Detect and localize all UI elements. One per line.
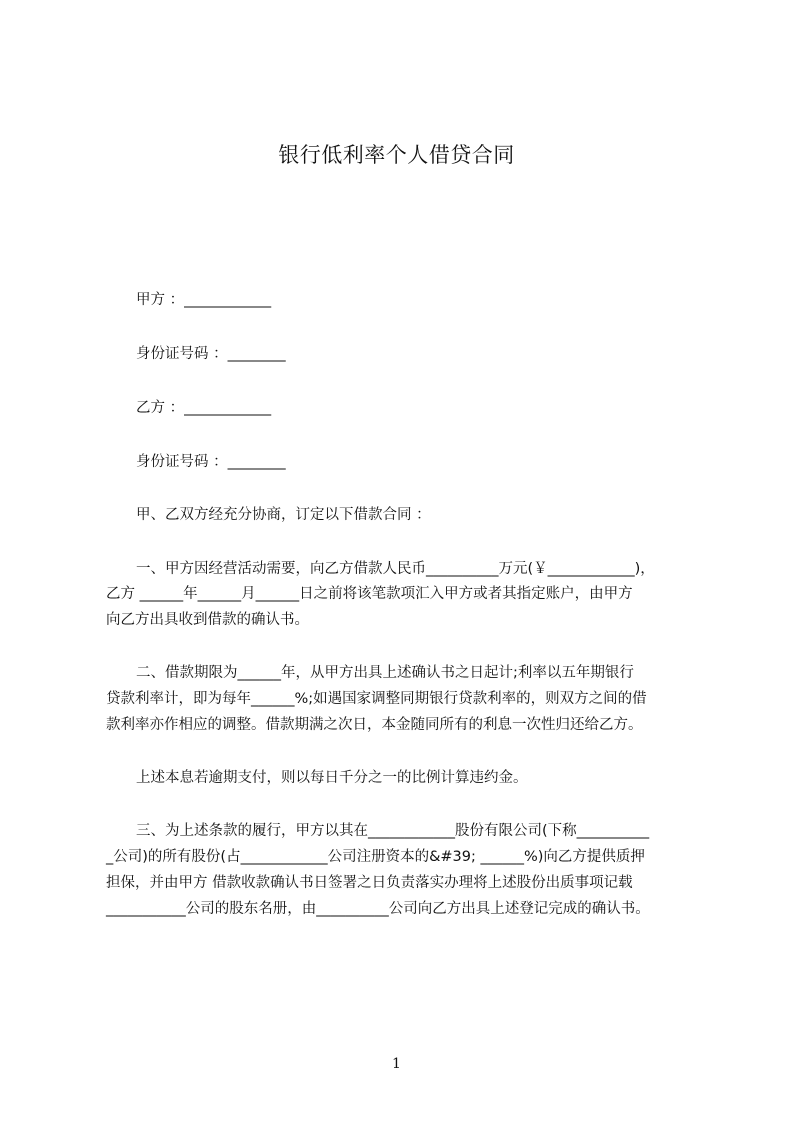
clause-3-line: 三、为上述条款的履行，甲方以其在____________股份有限公司(下称__________: [136, 823, 650, 839]
clause-1-line: 向乙方出具收到借款的确认书。: [106, 612, 309, 628]
document-title: 银行低利率个人借贷合同: [278, 143, 515, 167]
party-a-id-field: 身份证号码 ：________: [136, 346, 286, 362]
clause-1-line: 一、甲方因经营活动需要，向乙方借款人民币__________万元(￥____________)，: [136, 561, 655, 577]
clause-2-line: 款利率亦作相应的调整。借款期满之次日，本金随同所有的利息一次性归还给乙方。: [106, 717, 643, 733]
clause-2-line: 二、借款期限为______年，从甲方出具上述确认书之日起计;利率以五年期银行: [136, 665, 634, 681]
clause-3-line: _公司)的所有股份(占____________公司注册资本的&#39; ______%)向乙方提供质押: [106, 849, 645, 865]
intro-paragraph: 甲、乙双方经充分协商，订定以下借款合同 ：: [136, 507, 431, 523]
clause-1-line: 乙方 ______年______月______日之前将该笔款项汇入甲方或者其指定账户，由甲方: [106, 586, 633, 602]
party-b-id-field: 身份证号码 ：________: [136, 454, 286, 470]
clause-2-line: 贷款利率计，即为每年______%;如遇国家调整同期银行贷款利率的，则双方之间的借: [106, 691, 647, 707]
clause-3-line: 担保，并由甲方 借款收款确认书日签署之日负责落实办理将上述股份出质事项记载: [106, 875, 633, 891]
party-a-field: 甲方 ：____________: [136, 292, 272, 308]
page-number: 1: [392, 1056, 401, 1072]
clause-3-line: ___________公司的股东名册，由__________公司向乙方出具上述登记完成的确认书。: [106, 901, 650, 917]
penalty-paragraph: 上述本息若逾期支付，则以每日千分之一的比例计算违约金。: [136, 770, 528, 786]
party-b-field: 乙方 ：____________: [136, 400, 272, 416]
